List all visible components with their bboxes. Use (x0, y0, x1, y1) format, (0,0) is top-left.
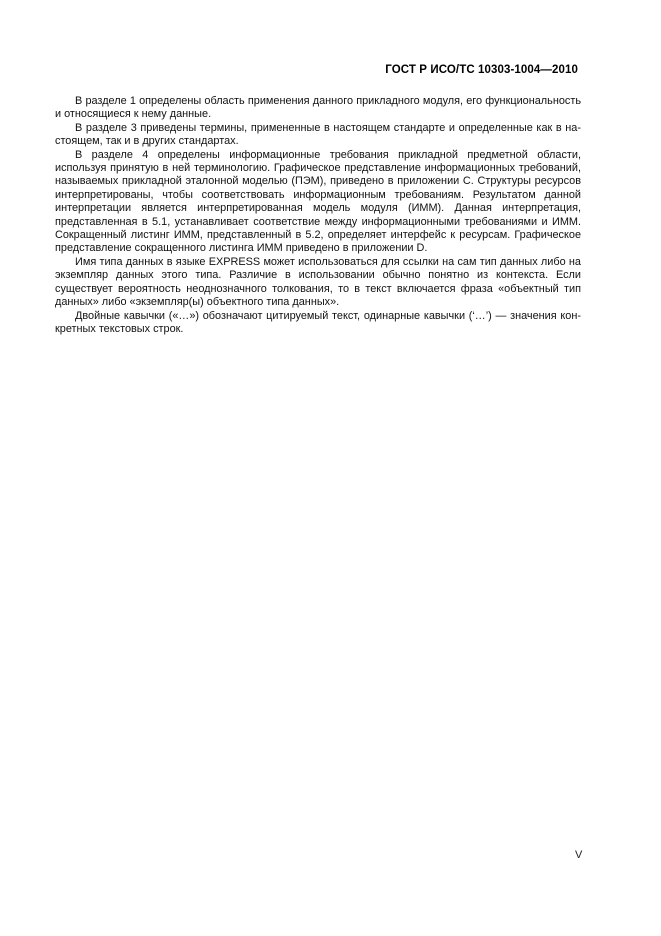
paragraph-quotes: Двойные кавычки («…») обозначают цитируемый текст, одинарные кавычки (‘…’) — значения конкретных текстовых строк. (55, 309, 581, 335)
paragraph-scope: В разделе 1 определены область применения данного прикладного модуля, его функциональность и относящиеся к нему данные. (55, 95, 581, 121)
paragraph-express: Имя типа данных в языке EXPRESS может использоваться для ссылки на сам тип данных либо на экземпляр данных этого типа. Различие в использовании обычно понятно из контекста. Если существует вероятность неоднозначного толкования, то в текст включается фраза «объектный тип данных» либо «экземпляр(ы) объектного типа данных». (55, 255, 581, 309)
standard-header: ГОСТ Р ИСО/ТС 10303-1004—2010 (385, 64, 578, 76)
body-text (55, 95, 581, 336)
page-number: V (575, 849, 583, 861)
paragraph-terms: В разделе 3 приведены термины, примененные в настоящем стандарте и определенные как в настоящем, так и в других стандартах. (55, 121, 581, 148)
paragraph-requirements: В разделе 4 определены информационные требования прикладной предметной области, используя принятую в ней терминологию. Графическое представление информационных требований, называемых прикладной эталонной моделью (ПЭМ), приведено в приложении С. Структуры ресурсов интерпретированы, чтобы соответствовать информационным требованиям. Результатом данной интерпретации является интерпретированная модель модуля (ИММ). Данная интерпретация, представленная в 5.1, устанавливает соответствие между информационными требованиями и ИММ. Сокращенный листинг ИММ, представленный в 5.2, определяет интерфейс к ресурсам. Графическое представление сокращенного листинга ИММ приведено в приложении D. (55, 148, 581, 255)
